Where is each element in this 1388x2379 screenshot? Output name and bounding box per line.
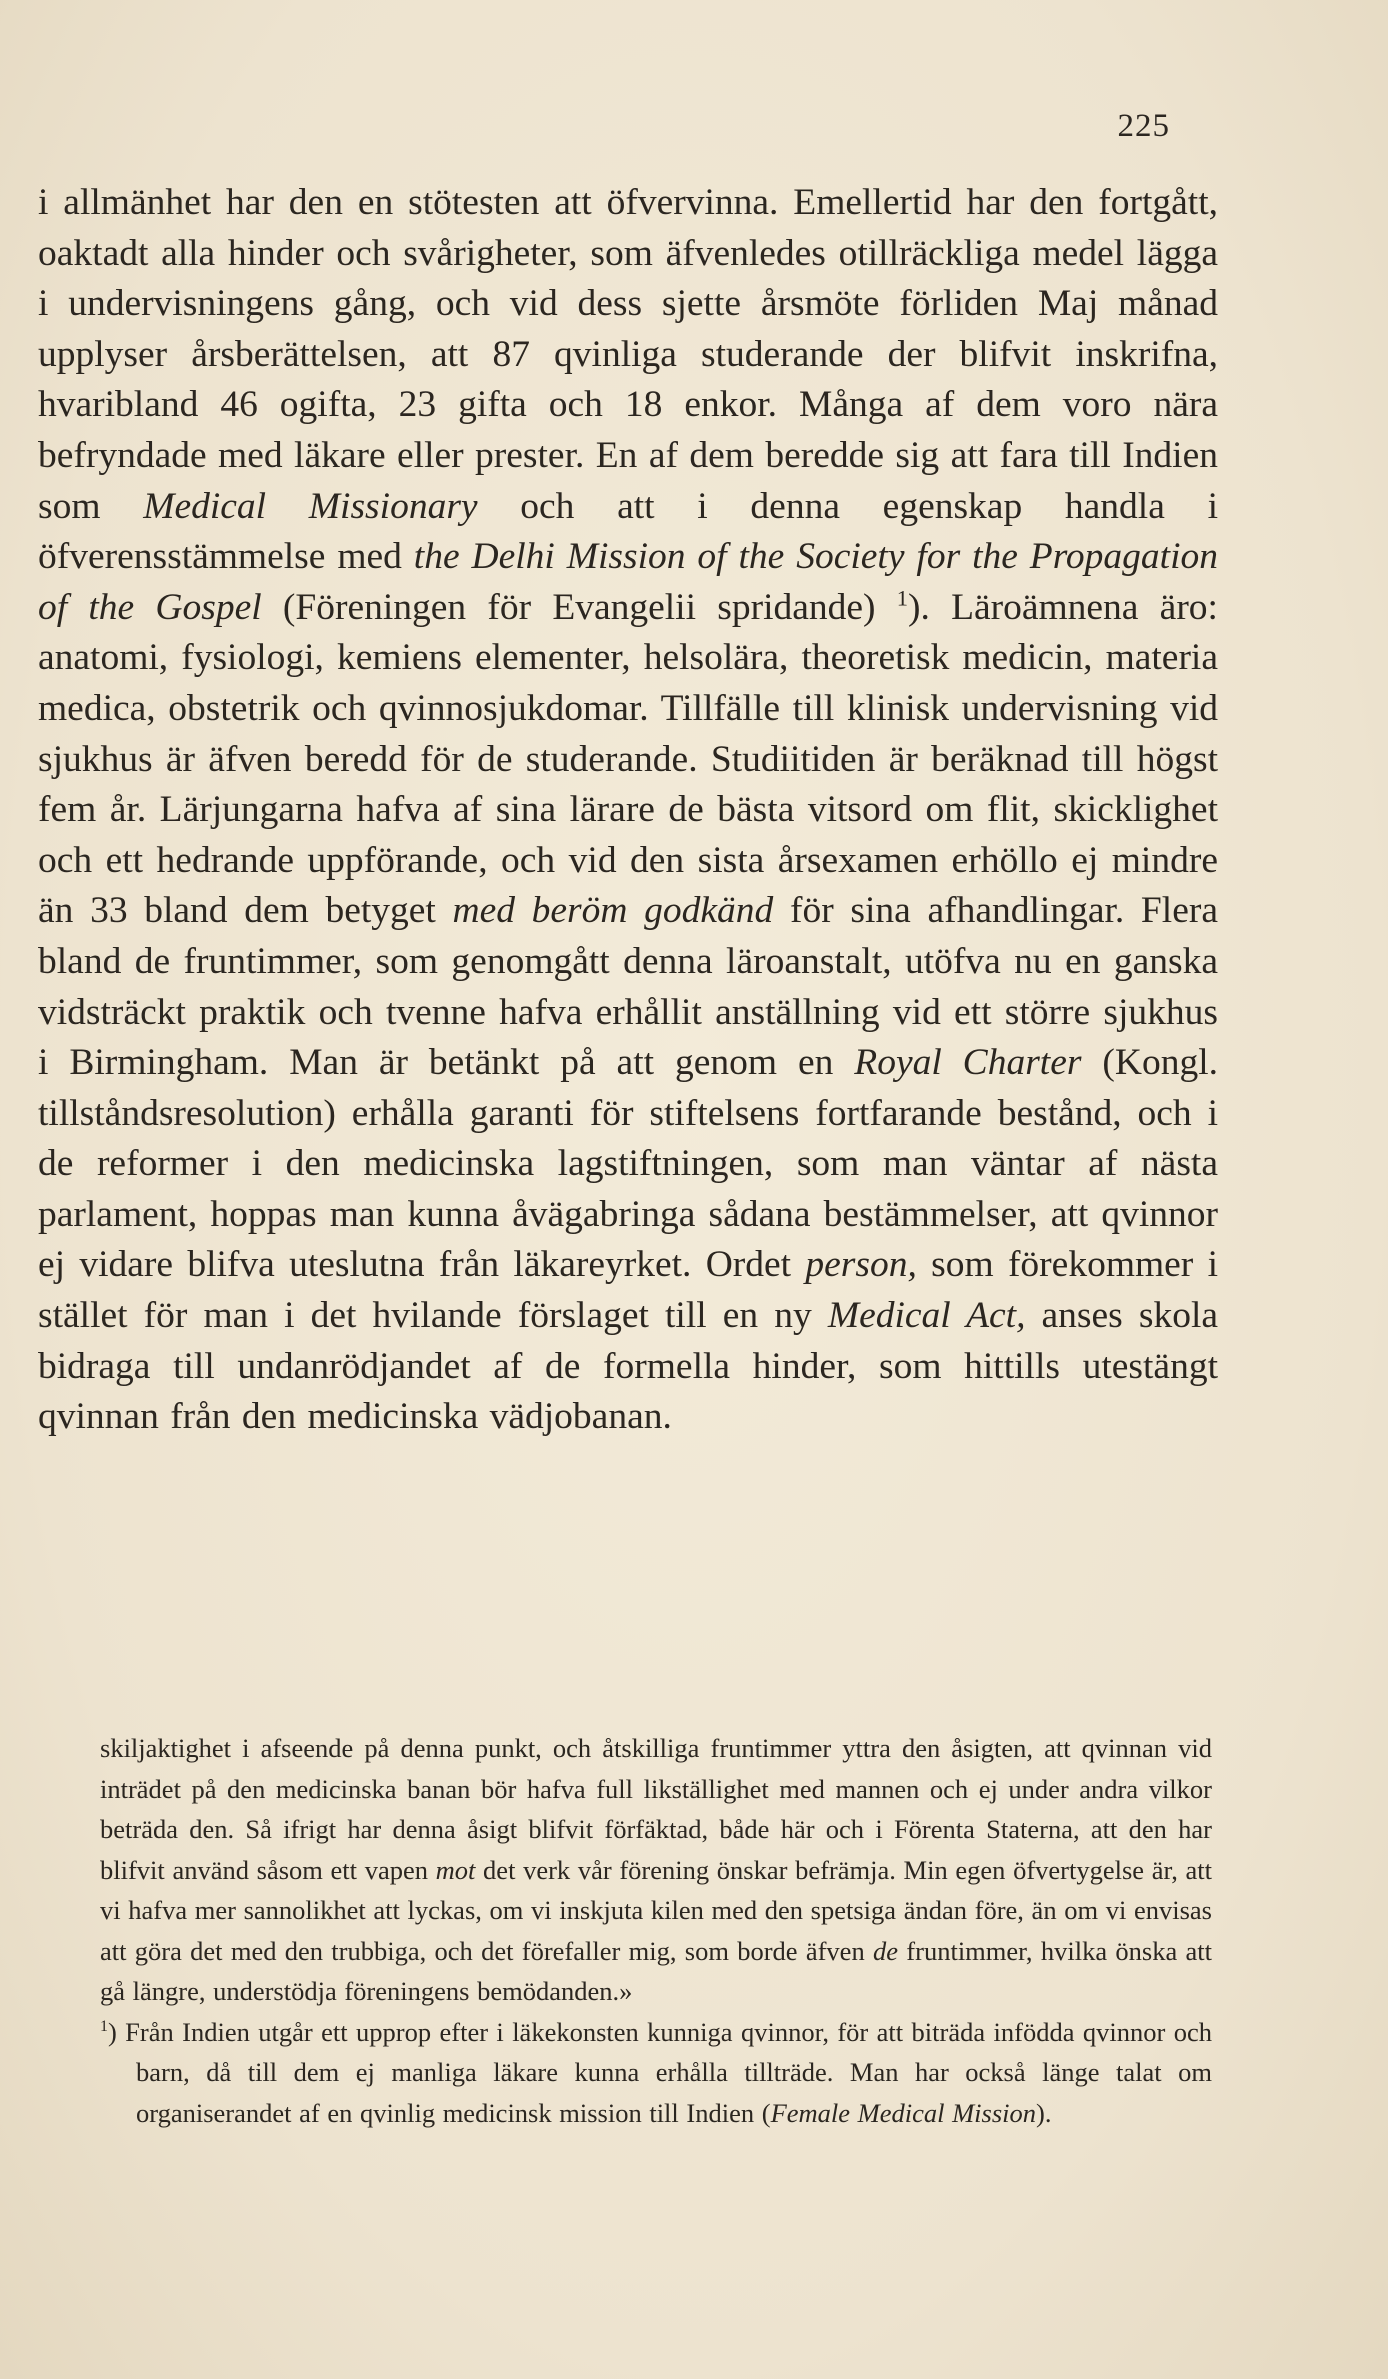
text-run: för sina afhandlingar. Flera bland de fruntimmer, som genomgått denna läroanstalt, utöfva nu en ganska vidsträckt praktik och tvenne hafva erhållit anställning vid ett större sjukhus i Birmingham. Man är betänkt på att genom en — [38, 890, 1218, 1084]
text-run: (Kongl. tillståndsresolution) erhålla garanti för stiftelsens fortfarande bestånd, och i de reformer i den medicinska lagstiftningen, som man väntar af nästa parlament, hoppas man kunna åvägabringa sådana bestämmelser, att qvinnor ej vidare blifva uteslutna från läkareyrket. Ordet — [38, 1042, 1218, 1286]
text-run: skiljaktighet i afseende på denna punkt, och åtskilliga fruntimmer yttra den åsigten, att qvinnan vid inträdet på den medicinska banan bör hafva full likställighet med mannen och ej under andra vilkor beträda den. Så ifrigt har denna åsigt blifvit förfäktad, både här och i Förenta Staterna, att den har blifvit använd såsom ett vapen — [100, 1733, 1212, 1885]
footnote-mark: 1 — [100, 2017, 108, 2035]
italic-phrase: Medical Missionary — [143, 485, 478, 527]
italic-phrase: the Delhi Mission of the Society for the Propagation of the Gospel — [38, 536, 1218, 628]
main-text — [38, 178, 1218, 1443]
page-number: 225 — [1117, 108, 1170, 144]
text-run: fruntimmer, hvilka önska att gå längre, understödja föreningens bemödanden.» — [100, 1935, 1212, 2006]
italic-phrase: med beröm godkänd — [452, 890, 774, 932]
text-run: och att i denna egenskap handla i öfverensstämmelse med — [38, 485, 1218, 578]
text-run: anses skola bidraga till undanrödjandet af de formella hinder, som hittills utestängt qvinnan från den medicinska vädjobanan. — [38, 1295, 1219, 1438]
italic-phrase: mot — [435, 1854, 476, 1885]
text-run: ). Läroämnena äro: anatomi, fysiologi, kemiens elementer, helsolära, theoretisk medicin, materia medica, obstetrik och qvinnosjukdomar. Tillfälle till klinisk undervisning vid sjukhus är äfven beredd för de studerande. Studiitiden är beräknad till högst fem år. Lärjungarna hafva af sina lärare de bästa vitsord om flit, skicklighet och ett hedrande uppförande, och vid den sista årsexamen erhöllo ej mindre än 33 bland dem betyget — [38, 586, 1218, 932]
text-run: (Föreningen för Evangelii spridande) — [261, 586, 897, 628]
footnotes — [100, 1728, 1212, 2133]
footnote-reference: 1 — [896, 585, 908, 611]
footnote-continued — [100, 1728, 1212, 2012]
main-paragraph — [38, 178, 1218, 1443]
italic-phrase: Female Medical Mission — [770, 2097, 1037, 2128]
text-run: som förekommer i stället för man i det hvilande förslaget till en ny — [38, 1244, 1218, 1337]
text-run: ) Från Indien utgår ett upprop efter i läkekonsten kunniga qvinnor, för att biträda infödda qvinnor och barn, då till dem ej manliga läkare kunna erhålla tillträde. Man har också länge talat om organiserandet af en qvinlig medicinsk mission till Indien ( — [107, 2016, 1212, 2128]
italic-phrase: Medical Act, — [827, 1295, 1026, 1337]
italic-phrase: Royal Charter — [854, 1042, 1082, 1084]
text-run: i allmänhet har den en stötesten att öfvervinna. Emellertid har den fortgått, oaktadt alla hinder och svårigheter, som äfvenledes otillräckliga medel lägga i undervisningens gång, och vid dess sjette årsmöte förliden Maj månad upplyser årsberättelsen, att 87 qvinliga studerande der blifvit inskrifna, hvaribland 46 ogifta, 23 gifta och 18 enkor. Många af dem voro nära befryndade med läkare eller prester. En af dem beredde sig att fara till Indien som — [38, 182, 1218, 527]
text-run: ). — [1036, 2097, 1052, 2128]
italic-phrase: person, — [805, 1244, 917, 1286]
footnote-1 — [100, 2012, 1212, 2134]
italic-phrase: de — [873, 1935, 899, 1966]
text-run: det verk vår förening önskar befrämja. Min egen öfvertygelse är, att vi hafva mer sannolikhet att lyckas, om vi inskjuta kilen med den spetsiga ändan före, än om vi envisas att göra det med den trubbiga, och det förefaller mig, som borde äfven — [100, 1854, 1213, 1966]
